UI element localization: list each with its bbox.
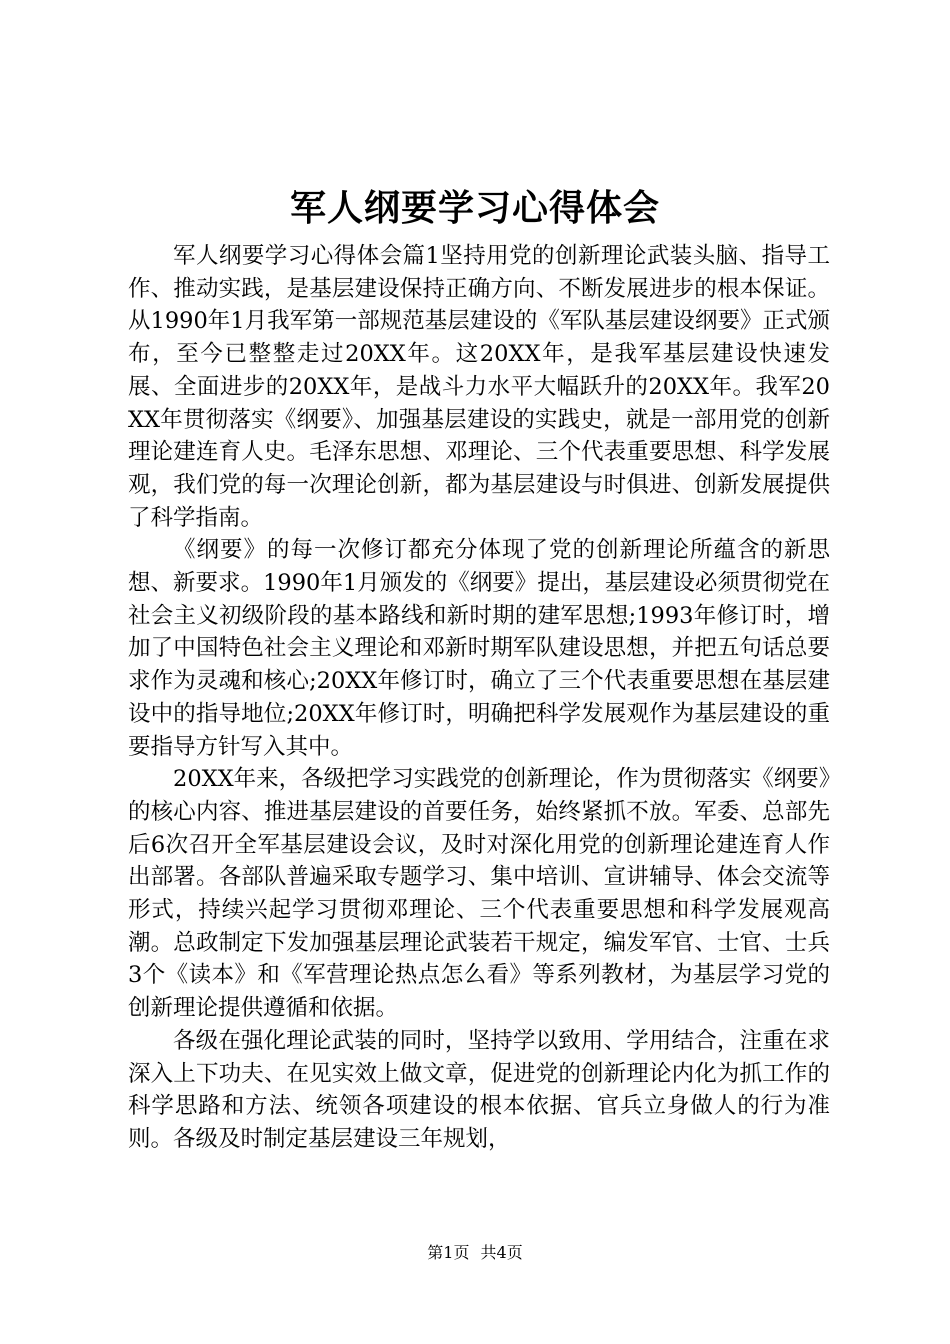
page-total: 共4页	[480, 1243, 523, 1262]
paragraph: 军人纲要学习心得体会篇1坚持用党的创新理论武装头脑、指导工作、推动实践，是基层建设保持正确方向、不断发展进步的根本保证。从1990年1月我军第一部规范基层建设的《军队基层建设纲要》正式颁布，至今已整整走过20XX年。这20XX年，是我军基层建设快速发展、全面进步的20XX年，是战斗力水平大幅跃升的20XX年。我军20XX年贯彻落实《纲要》、加强基层建设的实践史，就是一部用党的创新理论建连育人史。毛泽东思想、邓理论、三个代表重要思想、科学发展观，我们党的每一次理论创新，都为基层建设与时俱进、创新发展提供了科学指南。	[128, 243, 830, 531]
paragraph: 20XX年来，各级把学习实践党的创新理论，作为贯彻落实《纲要》的核心内容、推进基层建设的首要任务，始终紧抓不放。军委、总部先后6次召开全军基层建设会议，及时对深化用党的创新理论建连育人作出部署。各部队普遍采取专题学习、集中培训、宣讲辅导、体会交流等形式，持续兴起学习贯彻邓理论、三个代表重要思想和科学发展观高潮。总政制定下发加强基层理论武装若干规定，编发军官、士官、士兵3个《读本》和《军营理论热点怎么看》等系列教材，为基层学习党的创新理论提供遵循和依据。	[128, 766, 830, 1022]
page-number: 第1页	[427, 1243, 470, 1262]
document-body	[128, 240, 830, 1156]
document-title: 军人纲要学习心得体会	[289, 187, 660, 229]
paragraph: 《纲要》的每一次修订都充分体现了党的创新理论所蕴含的新思想、新要求。1990年1月颁发的《纲要》提出，基层建设必须贯彻党在社会主义初级阶段的基本路线和新时期的建军思想;1993年修订时，增加了中国特色社会主义理论和邓新时期军队建设思想，并把五句话总要求作为灵魂和核心;20XX年修订时，确立了三个代表重要思想在基层建设中的指导地位;20XX年修订时，明确把科学发展观作为基层建设的重要指导方针写入其中。	[128, 537, 830, 760]
page-footer	[0, 1238, 950, 1268]
paragraph: 各级在强化理论武装的同时，坚持学以致用、学用结合，注重在求深入上下功夫、在见实效上做文章，促进党的创新理论内化为抓工作的科学思路和方法、统领各项建设的根本依据、官兵立身做人的行为准则。各级及时制定基层建设三年规划，	[128, 1027, 830, 1152]
